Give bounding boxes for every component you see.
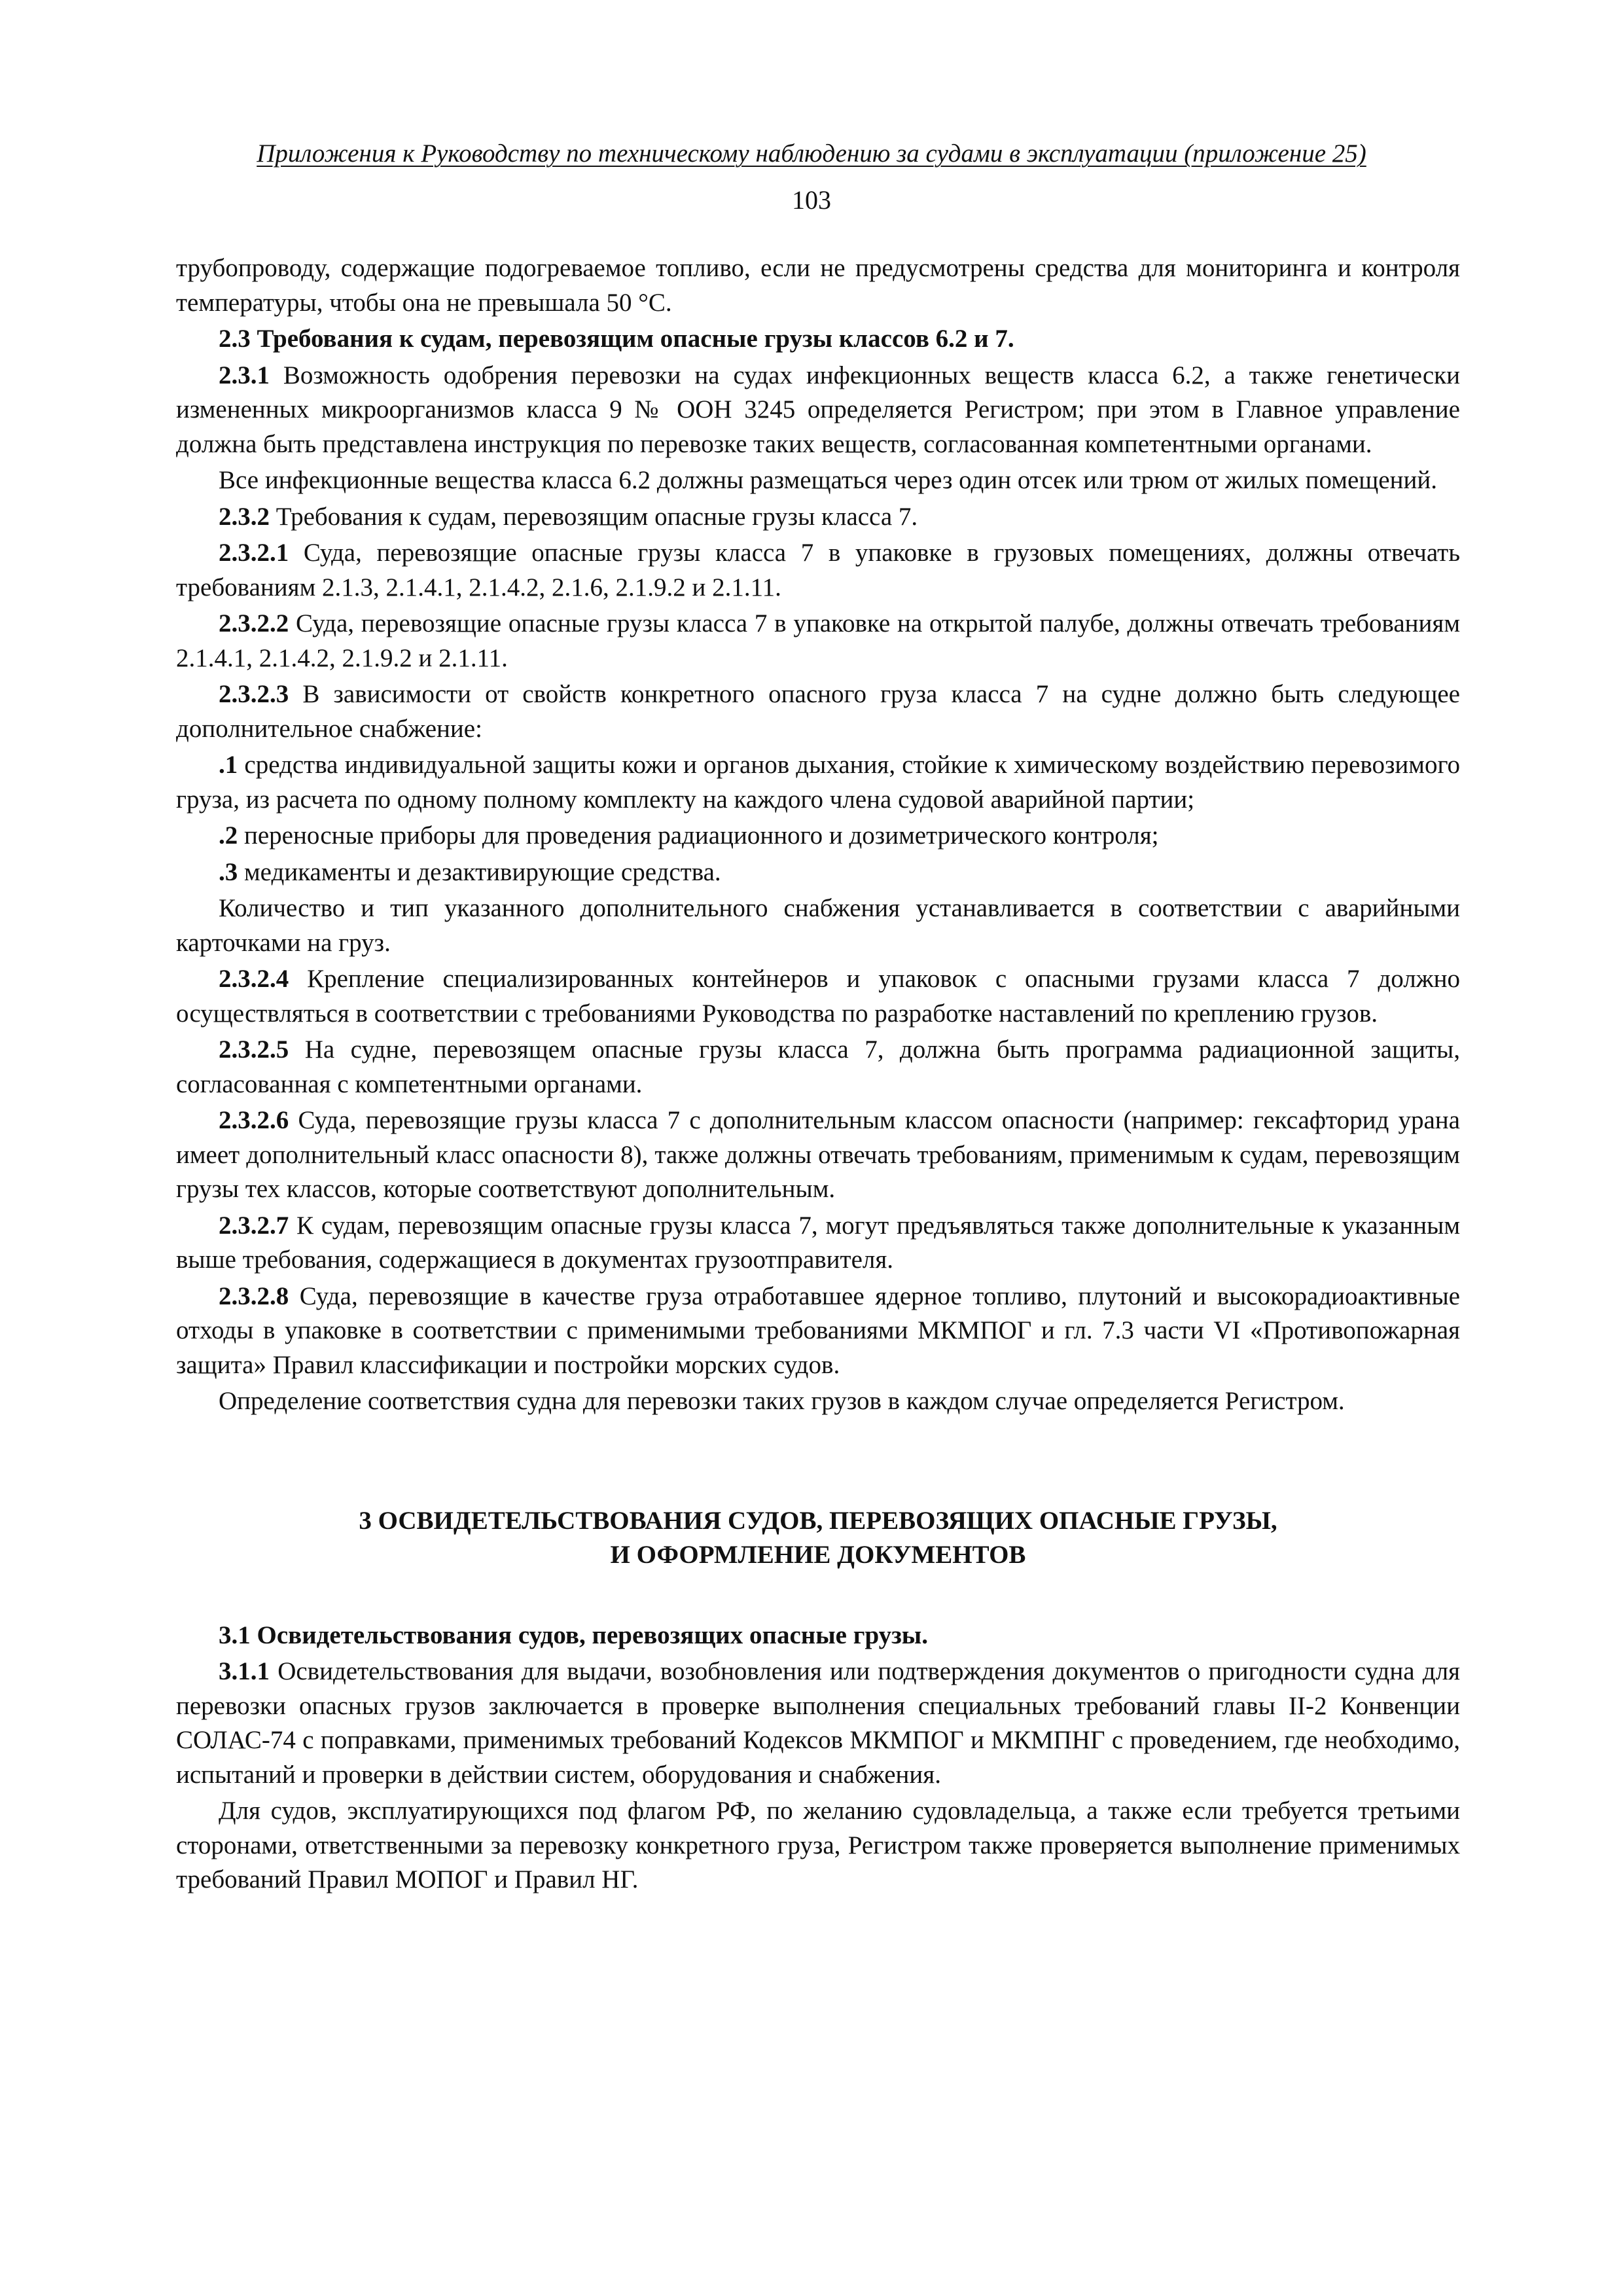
clause-number: 2.3.2.2 <box>219 609 289 637</box>
section-3-1-heading: 3.1 Освидетельствования судов, перевозящих опасные грузы. <box>219 1621 929 1649</box>
clause-number: 2.3.2 <box>219 502 270 531</box>
paragraph-2-3-2-1: 2.3.2.1 Суда, перевозящие опасные грузы класса 7 в упаковке в грузовых помещениях, должны отвечать требованиям 2.1.3, 2.1.4.1, 2.1.4.2, 2.1.6, 2.1.9.2 и 2.1.11. <box>176 539 1460 601</box>
paragraph-2-3-2: 2.3.2 Требования к судам, перевозящим опасные грузы класса 7. <box>219 502 918 531</box>
paragraph-2-3-2-3-continued: Количество и тип указанного дополнительного снабжения устанавливается в соответствии с аварийными карточками на груз. <box>176 894 1460 957</box>
paragraph-2-3-2-8-continued: Определение соответствия судна для перевозки таких грузов в каждом случае определяется Регистром. <box>219 1387 1345 1415</box>
clause-number: 2.3.2.1 <box>219 539 289 567</box>
clause-number: 2.3.1 <box>219 361 270 389</box>
list-marker: .2 <box>219 821 238 850</box>
section-2-3-heading: 2.3 Требования к судам, перевозящим опасные грузы классов 6.2 и 7. <box>219 325 1014 353</box>
clause-number: 3.1.1 <box>219 1657 270 1685</box>
paragraph-2-3-1-continued: Все инфекционные вещества класса 6.2 должны размещаться через один отсек или трюм от жилых помещений. <box>219 466 1437 494</box>
chapter-3-heading: 3 ОСВИДЕТЕЛЬСТВОВАНИЯ СУДОВ, ПЕРЕВОЗЯЩИХ ОПАСНЫЕ ГРУЗЫ, И ОФОРМЛЕНИЕ ДОКУМЕНТОВ <box>359 1506 1277 1569</box>
running-header <box>157 139 1466 170</box>
running-title: Приложения к Руководству по техническому наблюдению за судами в эксплуатации (приложение 25) <box>257 139 1366 168</box>
clause-number: 2.3.2.5 <box>219 1035 289 1064</box>
paragraph-2-3-2-2: 2.3.2.2 Суда, перевозящие опасные грузы класса 7 в упаковке на открытой палубе, должны отвечать требованиям 2.1.4.1, 2.1.4.2, 2.1.9.2 и 2.1.11. <box>176 609 1460 672</box>
clause-number: 2.3.2.6 <box>219 1106 289 1134</box>
paragraph-2-3-2-6: 2.3.2.6 Суда, перевозящие грузы класса 7 с дополнительным классом опасности (например: гексафторид урана имеет дополнительный класс опасности 8), также должны отвечать требованиям, применимым к судам, перевозящим грузы тех классов, которые соответствуют дополнительным. <box>176 1106 1460 1203</box>
list-marker: .1 <box>219 751 238 779</box>
paragraph-3-1-1: 3.1.1 Освидетельствования для выдачи, возобновления или подтверждения документов о пригодности судна для перевозки опасных грузов заключается в проверке выполнения специальных требований главы II-2 Конвенции СОЛАС-74 с поправками, применимых требований Кодексов МКМПОГ и МКМПНГ с проведением, где необходимо, испытаний и проверки в действии систем, оборудования и снабжения. <box>176 1657 1460 1789</box>
paragraph-2-3-2-5: 2.3.2.5 На судне, перевозящем опасные грузы класса 7, должна быть программа радиационной защиты, согласованная с компетентными органами. <box>176 1035 1460 1098</box>
paragraph-2-3-2-8: 2.3.2.8 Суда, перевозящие в качестве груза отработавшее ядерное топливо, плутоний и высокорадиоактивные отходы в упаковке в соответствии с применимыми требованиями МКМПОГ и гл. 7.3 части VI «Противопожарная защита» Правил классификации и постройки морских судов. <box>176 1282 1460 1379</box>
page-number: 103 <box>792 185 831 215</box>
clause-number: 2.3.2.4 <box>219 965 289 993</box>
list-marker: .3 <box>219 857 238 886</box>
paragraph-2-3-2-3: 2.3.2.3 В зависимости от свойств конкретного опасного груза класса 7 на судне должно быть следующее дополнительное снабжение: <box>176 680 1460 743</box>
paragraph-continuation: трубопроводу, содержащие подогреваемое топливо, если не предусмотрены средства для мониторинга и контроля температуры, чтобы она не превышала 50 °С. <box>176 254 1460 317</box>
paragraph-2-3-2-4: 2.3.2.4 Крепление специализированных контейнеров и упаковок с опасными грузами класса 7 должно осуществляться в соответствии с требованиями Руководства по разработке наставлений по креплению грузов. <box>176 965 1460 1028</box>
paragraph-2-3-1: 2.3.1 Возможность одобрения перевозки на судах инфекционных веществ класса 6.2, а также генетически измененных микроорганизмов класса 9 № ООН 3245 определяется Регистром; при этом в Главное управление должна быть представлена инструкция по перевозке таких веществ, согласованная компетентными органами. <box>176 361 1460 458</box>
list-item-3: .3 медикаменты и дезактивирующие средства. <box>219 857 721 886</box>
clause-number: 2.3.2.3 <box>219 680 289 708</box>
paragraph-3-1-1-continued: Для судов, эксплуатирующихся под флагом РФ, по желанию судовладельца, а также если требуется третьими сторонами, ответственными за перевозку конкретного груза, Регистром также проверяется выполнение применимых требований Правил МОПОГ и Правил НГ. <box>176 1797 1460 1893</box>
clause-number: 2.3.2.8 <box>219 1282 289 1310</box>
document-body <box>176 251 1460 1899</box>
clause-number: 2.3.2.7 <box>219 1211 289 1240</box>
list-item-2: .2 переносные приборы для проведения радиационного и дозиметрического контроля; <box>219 821 1159 850</box>
list-item-1: .1 средства индивидуальной защиты кожи и органов дыхания, стойкие к химическому воздействию перевозимого груза, из расчета по одному полному комплекту на каждого члена судовой аварийной партии; <box>176 751 1460 814</box>
paragraph-2-3-2-7: 2.3.2.7 К судам, перевозящим опасные грузы класса 7, могут предъявляться также дополнительные к указанным выше требования, содержащиеся в документах грузоотправителя. <box>176 1211 1460 1274</box>
